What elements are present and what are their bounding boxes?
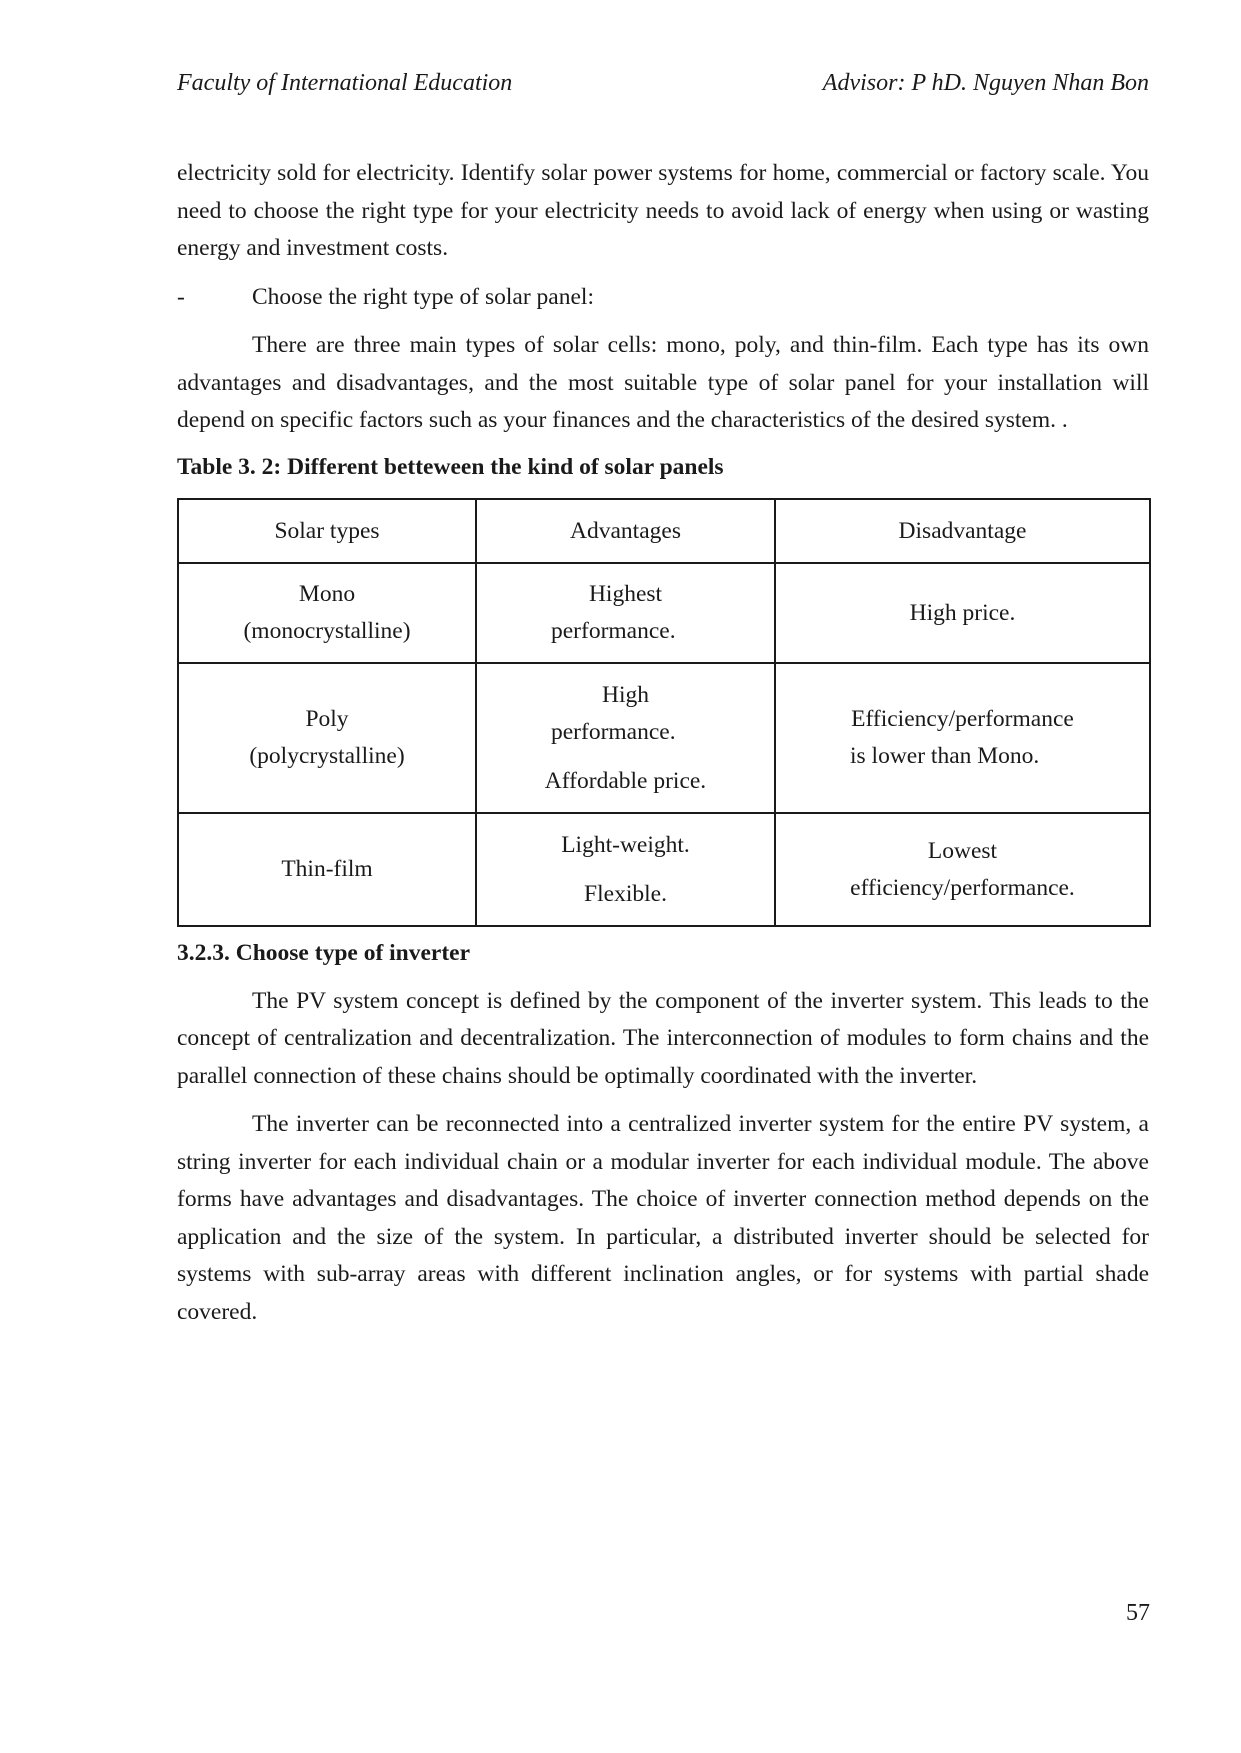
cell-line: performance. — [551, 718, 676, 745]
cell-advantages-poly — [476, 663, 775, 813]
page-body — [177, 155, 1149, 1331]
inverter-paragraph-1: The PV system concept is defined by the component of the inverter system. This leads to the concept of centralization and decentralization. The interconnection of modules to form chains and the parallel connection of these chains should be optimally coordinated with the inverter. — [177, 987, 1149, 1089]
cell-line: Efficiency/performance — [851, 706, 1074, 732]
solar-panel-table — [177, 498, 1151, 927]
section-heading: 3.2.3. Choose type of inverter — [177, 940, 471, 966]
table-row — [178, 663, 1150, 813]
header-solar-types: Solar types — [178, 499, 476, 563]
header-advisor: Advisor: P hD. Nguyen Nhan Bon — [822, 70, 1149, 96]
cell-line: efficiency/performance. — [850, 874, 1075, 901]
cell-disadvantage-mono — [775, 563, 1150, 663]
cell-line: Lowest — [927, 837, 998, 864]
cell-line: performance. — [551, 618, 676, 644]
table-header-row — [178, 499, 1150, 563]
cell-line: (polycrystalline) — [249, 743, 405, 769]
cell-advantages-mono — [476, 563, 775, 663]
cell-line: High — [602, 681, 649, 708]
header-advantages: Advantages — [476, 499, 775, 563]
intro-paragraph: electricity sold for electricity. Identify solar power systems for home, commercial or factory scale. You need to choose the right type for your electricity needs to avoid lack of energy when using or wasting energy and investment costs. — [177, 160, 1149, 261]
cell-line: High price. — [909, 599, 1016, 626]
table-row — [178, 563, 1150, 663]
bullet-text: Choose the right type of solar panel: — [252, 283, 594, 310]
inverter-paragraph-2: The inverter can be reconnected into a centralized inverter system for the entire PV system, a string inverter for each individual chain or a modular inverter for each individual module. The above forms have advantages and disadvantages. The choice of inverter connection method depends on the application and the size of the system. In particular, a distributed inverter should be selected for systems with sub-array areas with different inclination angles, or for systems with partial shade covered. — [177, 1111, 1149, 1325]
cell-type-mono — [178, 563, 476, 663]
header-disadvantage: Disadvantage — [775, 499, 1150, 563]
solar-types-paragraph: There are three main types of solar cells: mono, poly, and thin-film. Each type has its own advantages and disadvantages, and the most suitable type of solar panel for your installation will depend on specific factors such as your finances and the characteristics of the desired system. . — [177, 332, 1149, 433]
table-row — [178, 813, 1150, 926]
cell-line: Poly — [305, 706, 349, 732]
cell-line: Thin-film — [281, 856, 373, 882]
page-header — [177, 70, 1149, 97]
bullet-dash: - — [177, 283, 185, 310]
cell-type-thin-film — [178, 813, 476, 926]
cell-disadvantage-thin-film — [775, 813, 1150, 926]
cell-line: is lower than Mono. — [850, 743, 1040, 769]
table-caption: Table 3. 2: Different betteween the kind of solar panels — [177, 453, 724, 480]
cell-advantages-thin-film — [476, 813, 775, 926]
cell-line: Mono — [298, 581, 356, 607]
cell-line: Highest — [588, 581, 663, 607]
cell-disadvantage-poly — [775, 663, 1150, 813]
page-number: 57 — [1126, 1600, 1150, 1626]
header-faculty: Faculty of International Education — [177, 70, 513, 96]
cell-type-poly — [178, 663, 476, 813]
cell-line: Light-weight. — [561, 831, 690, 858]
bullet-item — [177, 279, 1149, 317]
cell-line: Affordable price. — [544, 767, 707, 794]
cell-line: Flexible. — [584, 880, 667, 907]
cell-line: (monocrystalline) — [243, 618, 411, 644]
